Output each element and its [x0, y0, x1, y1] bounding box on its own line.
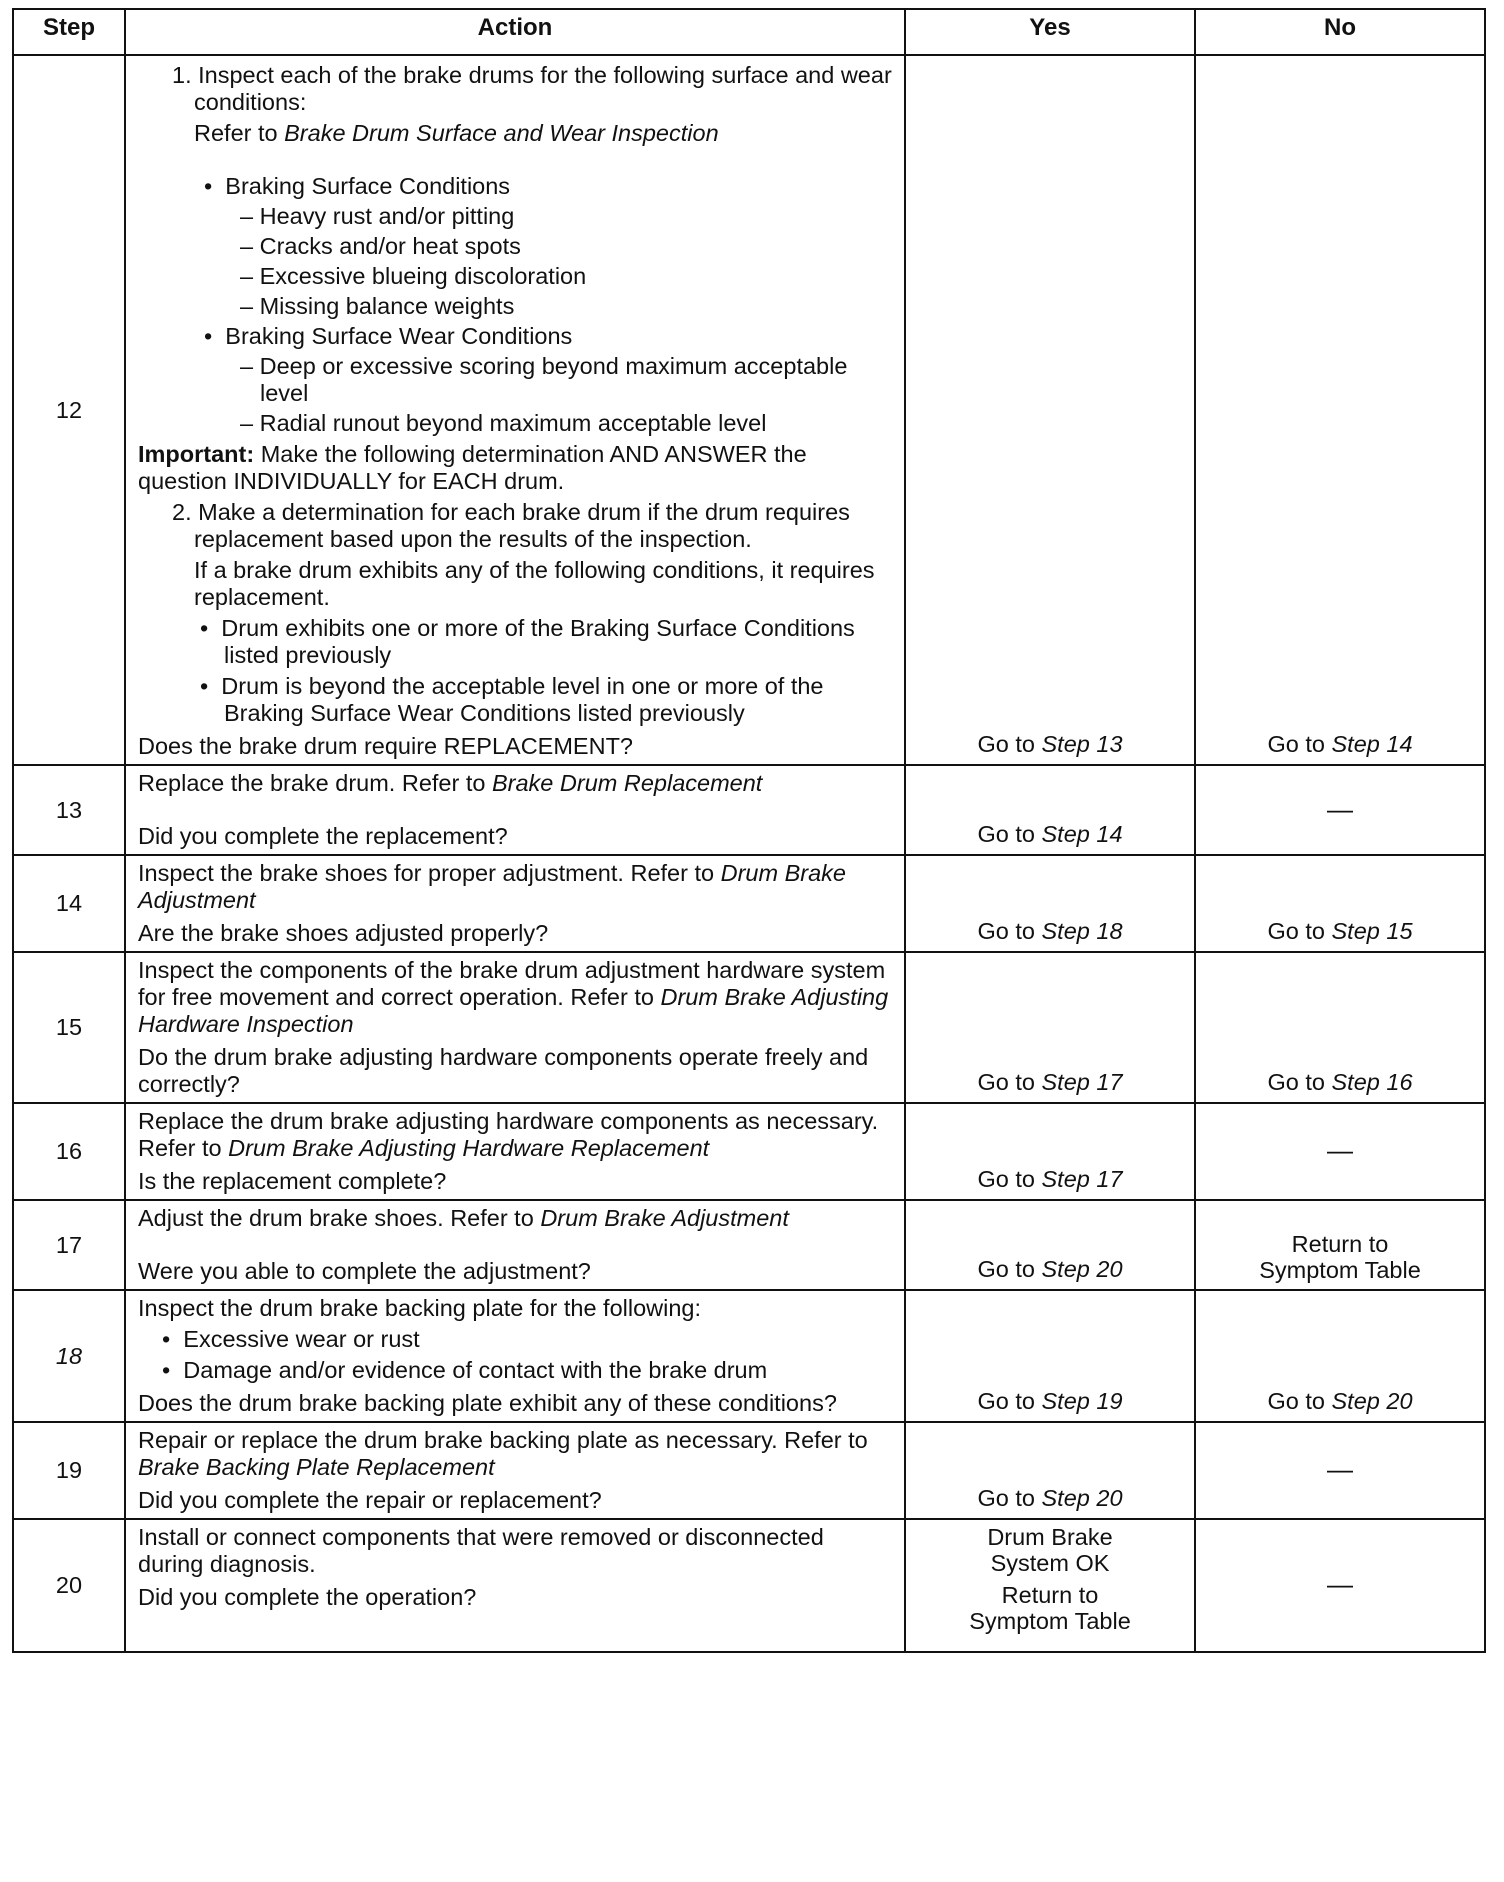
action-cell: [125, 1200, 905, 1290]
step-number: 19: [13, 1422, 125, 1519]
dash-text: Cracks and/or heat spots: [259, 233, 521, 259]
diagnostic-table-document: [12, 8, 1484, 1653]
yes-cell: [905, 55, 1195, 765]
table-row-step-20: [13, 1519, 1485, 1652]
step-link[interactable]: Step 20: [1041, 1485, 1123, 1511]
step-link[interactable]: Step 13: [1041, 731, 1123, 757]
no-cell: —: [1195, 1519, 1485, 1652]
yes-cell: [905, 1103, 1195, 1200]
reference-link[interactable]: Brake Backing Plate Replacement: [138, 1454, 495, 1480]
header-action: Action: [125, 9, 905, 55]
goto-label: Go to: [977, 1166, 1035, 1192]
dash-text: Heavy rust and/or pitting: [259, 203, 515, 229]
table-row-step-13: [13, 765, 1485, 855]
action-text: [138, 1427, 894, 1481]
bullet-item: • Drum is beyond the acceptable level in one or more of the Braking Surface Wear Conditions listed previously: [200, 673, 824, 726]
no-cell: —: [1195, 1103, 1485, 1200]
step-link[interactable]: Step 14: [1331, 731, 1413, 757]
step-link[interactable]: Step 14: [1041, 821, 1123, 847]
action-text: Install or connect components that were removed or disconnected during diagnosis.: [138, 1524, 824, 1577]
action-cell: [125, 952, 905, 1103]
bullet-item: • Damage and/or evidence of contact with the brake drum: [162, 1357, 768, 1383]
no-cell: —: [1195, 765, 1485, 855]
reference-link[interactable]: Drum Brake Adjusting Hardware Inspection: [138, 984, 889, 1037]
system-ok-label: System OK: [990, 1550, 1110, 1576]
symptom-table-link[interactable]: Symptom Table: [969, 1608, 1131, 1634]
instruction-text: Repair or replace the drum brake backing plate as necessary. Refer to: [138, 1427, 868, 1453]
header-step: Step: [13, 9, 125, 55]
dash-item: – Cracks and/or heat spots: [240, 233, 521, 259]
header-yes: Yes: [905, 9, 1195, 55]
instruction-text: Replace the brake drum. Refer to: [138, 770, 486, 796]
question-text: Does the brake drum require REPLACEMENT?: [138, 733, 634, 759]
question-text: Is the replacement complete?: [138, 1168, 447, 1194]
instruction-text: Replace the drum brake adjusting hardware components as necessary. Refer to: [138, 1108, 879, 1161]
instruction-text: Inspect the brake shoes for proper adjustment. Refer to: [138, 860, 715, 886]
note-text: If a brake drum exhibits any of the following conditions, it requires replacement.: [194, 557, 875, 610]
table-row-step-12: [13, 55, 1485, 765]
yes-cell: [905, 855, 1195, 952]
item-text: Inspect each of the brake drums for the following surface and wear conditions:: [194, 62, 892, 115]
return-label: Return to: [1291, 1231, 1389, 1257]
reference-link[interactable]: Brake Drum Replacement: [491, 770, 763, 796]
bullet-text: Braking Surface Wear Conditions: [225, 323, 573, 349]
dash-item: – Missing balance weights: [240, 293, 515, 319]
step-link[interactable]: Step 16: [1331, 1069, 1413, 1095]
action-cell: [125, 1103, 905, 1200]
yes-cell: [905, 1290, 1195, 1422]
goto-label: Go to: [977, 918, 1035, 944]
goto-label: Go to: [1267, 731, 1325, 757]
dash-text: Radial runout beyond maximum acceptable level: [259, 410, 767, 436]
symptom-table-link[interactable]: Symptom Table: [1259, 1257, 1421, 1283]
important-label: Important:: [138, 441, 255, 467]
table-row-step-19: [13, 1422, 1485, 1519]
bullet-text: Braking Surface Conditions: [225, 173, 511, 199]
header-row: [13, 9, 1485, 55]
list-item: [164, 60, 894, 116]
no-cell: [1195, 1290, 1485, 1422]
reference-link[interactable]: Drum Brake Adjusting Hardware Replacement: [228, 1135, 710, 1161]
goto-label: Go to: [977, 821, 1035, 847]
bullet-item: • Excessive wear or rust: [162, 1326, 420, 1352]
bullet-item: • Braking Surface Wear Conditions: [204, 323, 573, 349]
action-text: Inspect the drum brake backing plate for the following:: [138, 1295, 702, 1321]
question-text: Did you complete the repair or replacement?: [138, 1487, 602, 1513]
dash-item: – Heavy rust and/or pitting: [240, 203, 515, 229]
step-number: 12: [13, 55, 125, 765]
reference-line: [194, 120, 894, 147]
no-cell: [1195, 55, 1485, 765]
bullet-item: • Drum exhibits one or more of the Braking Surface Conditions listed previously: [200, 615, 855, 668]
instruction-text: Adjust the drum brake shoes. Refer to: [138, 1205, 534, 1231]
yes-cell: [905, 1422, 1195, 1519]
step-number: 20: [13, 1519, 125, 1652]
dash-item: – Deep or excessive scoring beyond maximum acceptable level: [240, 353, 848, 406]
step-link[interactable]: Step 20: [1041, 1256, 1123, 1282]
table-row-step-18: [13, 1290, 1485, 1422]
action-cell: [125, 855, 905, 952]
step-number: 16: [13, 1103, 125, 1200]
goto-label: Go to: [1267, 1388, 1325, 1414]
no-cell: [1195, 1200, 1485, 1290]
dash-text: Missing balance weights: [259, 293, 515, 319]
important-text: Make the following determination AND ANSWER the question INDIVIDUALLY for EACH drum.: [138, 441, 807, 494]
yes-cell: [905, 1519, 1195, 1652]
bullet-text: Damage and/or evidence of contact with the brake drum: [183, 1357, 768, 1383]
action-cell: [125, 1290, 905, 1422]
table-row-step-16: [13, 1103, 1485, 1200]
yes-cell: [905, 1200, 1195, 1290]
dash-item: – Radial runout beyond maximum acceptable level: [240, 410, 767, 436]
no-cell: [1195, 952, 1485, 1103]
action-text: [138, 860, 894, 914]
goto-label: Go to: [977, 1256, 1035, 1282]
step-number: 14: [13, 855, 125, 952]
list-item: [164, 499, 894, 553]
no-cell: [1195, 855, 1485, 952]
step-link[interactable]: Step 20: [1331, 1388, 1413, 1414]
goto-label: Go to: [977, 1485, 1035, 1511]
action-text: [138, 1108, 894, 1162]
no-cell: —: [1195, 1422, 1485, 1519]
goto-label: Go to: [1267, 1069, 1325, 1095]
goto-label: Go to: [1267, 918, 1325, 944]
dash-text: Excessive blueing discoloration: [259, 263, 587, 289]
bullet-item: • Braking Surface Conditions: [204, 173, 511, 199]
question-text: Were you able to complete the adjustment?: [138, 1258, 591, 1284]
action-cell: [125, 765, 905, 855]
diagnostic-step-table: [12, 8, 1486, 1653]
important-note: [138, 441, 894, 495]
question-text: Are the brake shoes adjusted properly?: [138, 920, 549, 946]
step-number: 17: [13, 1200, 125, 1290]
item-text: Make a determination for each brake drum if the drum requires replacement based upon the results of the inspection.: [194, 499, 850, 552]
reference-link[interactable]: Drum Brake Adjustment: [540, 1205, 789, 1231]
question-text: Do the drum brake adjusting hardware components operate freely and correctly?: [138, 1044, 869, 1097]
bullet-text: Drum is beyond the acceptable level in one or more of the Braking Surface Wear Conditions listed previously: [221, 673, 824, 726]
bullet-text: Drum exhibits one or more of the Braking Surface Conditions listed previously: [221, 615, 855, 668]
action-cell: [125, 1519, 905, 1652]
action-cell: [125, 55, 905, 765]
system-ok-label: Drum Brake: [987, 1524, 1113, 1550]
return-label: Return to: [1001, 1582, 1099, 1608]
reference-link[interactable]: Brake Drum Surface and Wear Inspection: [284, 120, 719, 146]
step-link[interactable]: Step 17: [1041, 1166, 1123, 1192]
dash-item: – Excessive blueing discoloration: [240, 263, 587, 289]
action-text: [138, 770, 894, 797]
question-text: Does the drum brake backing plate exhibit any of these conditions?: [138, 1390, 837, 1416]
instruction-text: Inspect the components of the brake drum adjustment hardware system for free movement and correct operation. Refer to: [138, 957, 886, 1010]
action-cell: [125, 1422, 905, 1519]
step-number: 13: [13, 765, 125, 855]
table-row-step-14: [13, 855, 1485, 952]
step-link[interactable]: Step 17: [1041, 1069, 1123, 1095]
item-number: 1.: [172, 62, 192, 88]
action-text: [138, 1205, 894, 1232]
dash-text: Deep or excessive scoring beyond maximum acceptable level: [259, 353, 848, 406]
goto-label: Go to: [977, 1388, 1035, 1414]
bullet-text: Excessive wear or rust: [183, 1326, 420, 1352]
yes-cell: [905, 765, 1195, 855]
goto-label: Go to: [977, 731, 1035, 757]
yes-cell: [905, 952, 1195, 1103]
step-link[interactable]: Step 19: [1041, 1388, 1123, 1414]
step-link[interactable]: Step 15: [1331, 918, 1413, 944]
table-row-step-15: [13, 952, 1485, 1103]
question-text: Did you complete the operation?: [138, 1584, 477, 1610]
step-link[interactable]: Step 18: [1041, 918, 1123, 944]
header-no: No: [1195, 9, 1485, 55]
question-text: Did you complete the replacement?: [138, 823, 508, 849]
item-number: 2.: [172, 499, 192, 525]
goto-label: Go to: [977, 1069, 1035, 1095]
action-text: [138, 957, 894, 1038]
reference-link[interactable]: Drum Brake Adjustment: [138, 860, 846, 913]
table-row-step-17: [13, 1200, 1485, 1290]
step-number: 18: [13, 1290, 125, 1422]
refer-prefix: Refer to: [194, 120, 278, 146]
step-number: 15: [13, 952, 125, 1103]
